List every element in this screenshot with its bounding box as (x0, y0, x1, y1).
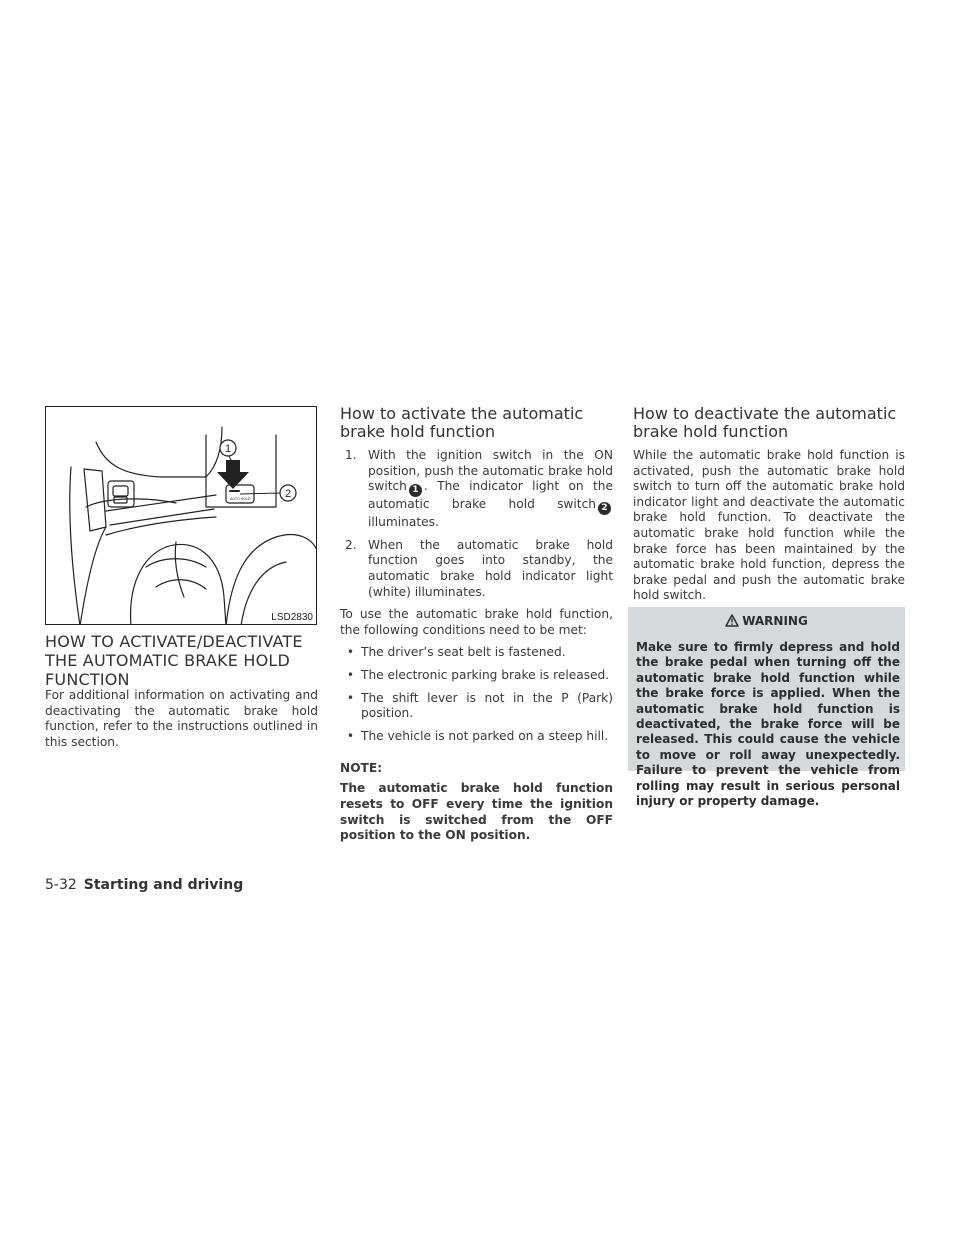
page-number: 5-32 (45, 877, 77, 893)
ref-2-badge: 2 (598, 502, 611, 515)
conditions-intro: To use the automatic brake hold function, the following conditions need to be met: (340, 607, 613, 637)
warning-box (628, 607, 905, 809)
activate-content (340, 448, 613, 844)
step-1-text-c: illuminates. (368, 515, 439, 530)
step-number: 2. (345, 537, 357, 552)
footer-section: Starting and driving (83, 877, 244, 893)
list-item (340, 668, 613, 684)
step-2-text: When the automatic brake hold function goes into standby, the automatic brake hold indicator light (white) illuminates. (368, 537, 613, 599)
activate-title: How to activate the automatic brake hold function (340, 404, 584, 441)
condition-text: The shift lever is not in the P (Park) position. (361, 690, 613, 721)
step-2 (340, 538, 613, 600)
brake-hold-illustration (45, 406, 317, 625)
list-item (340, 645, 613, 661)
list-item (340, 691, 613, 722)
bullet: • (346, 645, 355, 660)
step-1-text-a: With the ignition switch in the ON position, push the automatic brake hold switch (368, 448, 613, 494)
bullet: • (346, 728, 355, 743)
page-footer (45, 877, 243, 893)
ref-1-badge: 1 (409, 484, 422, 497)
deactivate-title: How to deactivate the automatic brake hold function (633, 404, 897, 441)
section-title: HOW TO ACTIVATE/DEACTIVATE THE AUTOMATIC BRAKE HOLD FUNCTION (45, 632, 303, 689)
callout-1: 1 (224, 443, 232, 455)
warning-triangle-icon (725, 614, 739, 630)
condition-text: The electronic parking brake is released. (361, 667, 610, 682)
auto-hold-switch-label: AUTO HOLD (230, 497, 251, 501)
callout-2: 2 (284, 488, 292, 500)
note-label: NOTE: (340, 761, 383, 776)
center-console-drawing (46, 407, 317, 625)
note-text: The automatic brake hold function resets to OFF every time the ignition switch is switched from the OFF position to the ON position. (340, 781, 613, 843)
step-number: 1. (345, 448, 357, 462)
figure-code: LSD2830 (271, 612, 313, 623)
warning-label: WARNING (742, 614, 808, 628)
condition-text: The driver’s seat belt is fastened. (361, 645, 566, 660)
deactivate-text: While the automatic brake hold function is activated, push the automatic brake hold switch to turn off the automatic brake hold indicator light and deactivate the automatic brake hold function. To deactivate the automatic brake hold function while the brake force has been maintained by the automatic brake hold function, depress the brake pedal and push the automatic brake hold switch. (633, 448, 905, 603)
list-item (340, 729, 613, 745)
warning-header (628, 614, 905, 630)
condition-text: The vehicle is not parked on a steep hill. (361, 728, 609, 743)
bullet: • (346, 667, 355, 682)
step-1-text-b: . The indicator light on the automatic brake hold switch (368, 479, 613, 512)
bullet: • (346, 690, 355, 705)
warning-text: Make sure to firmly depress and hold the brake pedal when turning off the automatic brake hold function while the brake force is applied. When the automatic brake hold function is deactivated, the brake force will be released. This could cause the vehicle to move or roll away unexpectedly. Failure to prevent the vehicle from rolling may result in serious personal injury or property damage. (636, 640, 900, 809)
step-1 (340, 448, 613, 531)
section-intro: For additional information on activating and deactivating the automatic brake hold function, refer to the instructions outlined in this section. (45, 688, 318, 749)
